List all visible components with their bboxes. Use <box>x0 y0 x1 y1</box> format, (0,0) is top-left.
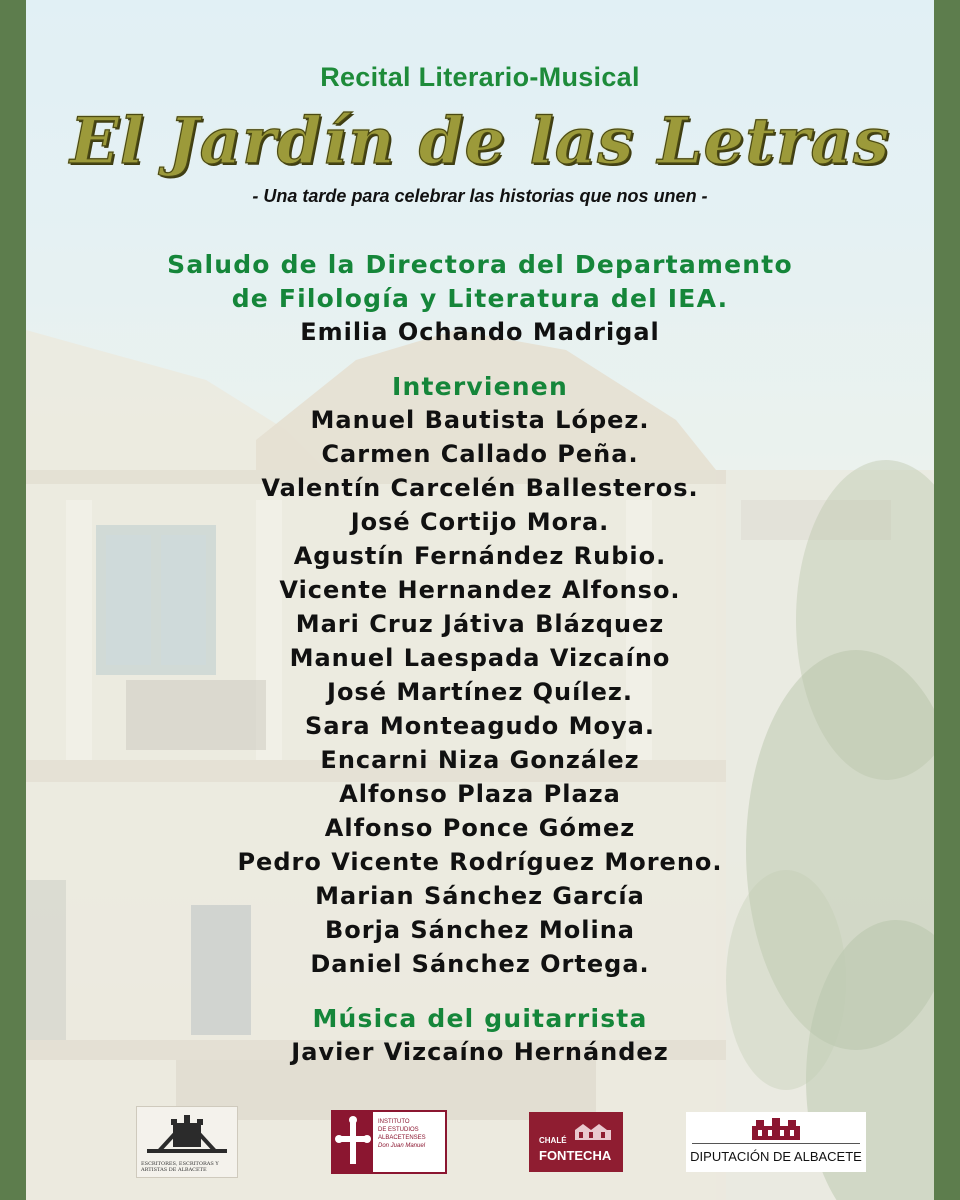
musician-name: Javier Vizcaíno Hernández <box>291 1038 669 1066</box>
speaker-name: Borja Sánchez Molina <box>325 916 635 944</box>
greeting-heading-line1: Saludo de la Directora del Departamento <box>167 250 793 279</box>
speaker-name: Carmen Callado Peña. <box>321 440 639 468</box>
diputacion-text: DIPUTACIÓN DE ALBACETE <box>690 1149 862 1164</box>
chale-small-text: CHALÉ <box>539 1136 567 1145</box>
poster-content <box>26 0 934 1200</box>
speaker-name: Alfonso Plaza Plaza <box>339 780 621 808</box>
chale-big-text: FONTECHA <box>539 1148 612 1163</box>
greeting-name: Emilia Ochando Madrigal <box>300 318 660 346</box>
event-title: El Jardín de las Letras <box>69 104 891 179</box>
speaker-name: Daniel Sánchez Ortega. <box>310 950 650 978</box>
chale-fontecha-logo <box>529 1112 623 1172</box>
writers-logo-text: ESCRITORES, ESCRITORAS Y ARTISTAS DE ALBACETE <box>141 1161 219 1173</box>
iea-line-3: ALBACETENSES <box>378 1135 426 1141</box>
speaker-name: Pedro Vicente Rodríguez Moreno. <box>237 848 723 876</box>
writers-association-logo <box>136 1106 238 1178</box>
speaker-name: Manuel Bautista López. <box>310 406 650 434</box>
poster <box>26 0 934 1200</box>
speaker-name: Agustín Fernández Rubio. <box>293 542 667 570</box>
speaker-name: José Martínez Quílez. <box>327 678 633 706</box>
palace-icon <box>750 1116 802 1142</box>
music-heading: Música del guitarrista <box>312 1004 648 1033</box>
iea-cross-panel <box>333 1112 373 1172</box>
castle-icon <box>137 1107 237 1157</box>
iea-logo <box>331 1110 447 1174</box>
iea-line-1: INSTITUTO <box>378 1119 410 1125</box>
speaker-name: Valentín Carcelén Ballesteros. <box>261 474 699 502</box>
cross-icon <box>333 1112 373 1172</box>
event-type: Recital Literario-Musical <box>320 62 640 92</box>
iea-line-2: DE ESTUDIOS <box>378 1127 419 1133</box>
speaker-name: Marian Sánchez García <box>315 882 645 910</box>
speaker-name: Manuel Laespada Vizcaíno <box>289 644 671 672</box>
speaker-name: Vicente Hernandez Alfonso. <box>279 576 681 604</box>
iea-line-4: Don Juan Manuel <box>378 1143 426 1149</box>
sponsor-logos <box>26 1106 934 1180</box>
speaker-name: Encarni Niza González <box>320 746 640 774</box>
iea-text <box>378 1118 426 1150</box>
speaker-name: Sara Monteagudo Moya. <box>305 712 655 740</box>
speakers-heading: Intervienen <box>392 372 568 401</box>
diputacion-divider <box>692 1143 860 1144</box>
speaker-name: José Cortijo Mora. <box>350 508 610 536</box>
diputacion-logo <box>686 1112 866 1172</box>
building-icon <box>573 1120 613 1142</box>
speaker-name: Alfonso Ponce Gómez <box>324 814 636 842</box>
greeting-heading-line2: de Filología y Literatura del IEA. <box>231 284 729 313</box>
speaker-name: Mari Cruz Játiva Blázquez <box>295 610 665 638</box>
event-subtitle: - Una tarde para celebrar las historias que nos unen - <box>252 186 708 206</box>
